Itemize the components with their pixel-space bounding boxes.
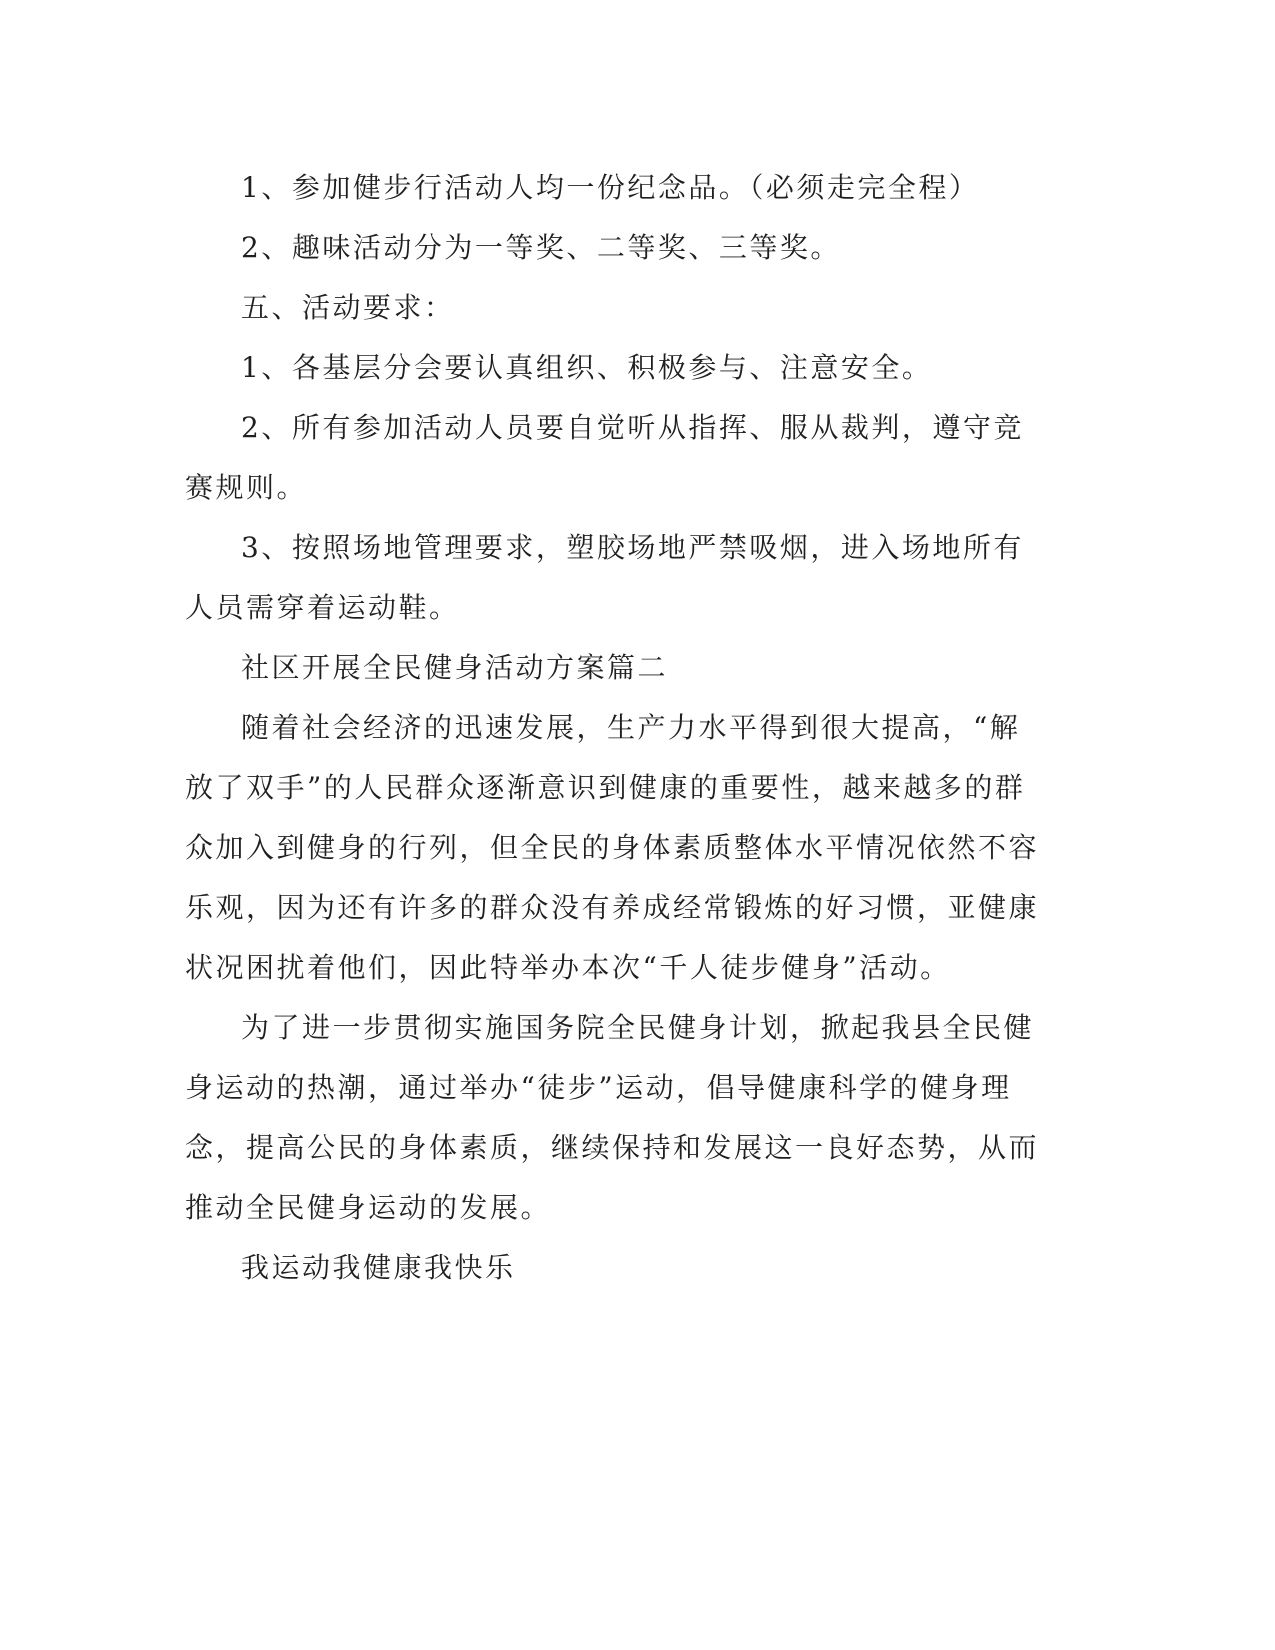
paragraph-requirement-3: 3、按照场地管理要求，塑胶场地严禁吸烟，进入场地所有人员需穿着运动鞋。 (185, 531, 1024, 624)
section-heading-requirements: 五、活动要求： (241, 291, 455, 324)
document-body (185, 158, 1045, 1298)
paragraph-prizes: 2、趣味活动分为一等奖、二等奖、三等奖。 (241, 231, 841, 264)
paragraph-requirement-1: 1、各基层分会要认真组织、积极参与、注意安全。 (241, 351, 933, 384)
paragraph-souvenir: 1、参加健步行活动人均一份纪念品。（必须走完全程） (241, 171, 980, 204)
paragraph-background: 随着社会经济的迅速发展，生产力水平得到很大提高，“解放了双手”的人民群众逐渐意识到健康的重要性，越来越多的群众加入到健身的行列，但全民的身体素质整体水平情况依然不容乐观，因为还有许多的群众没有养成经常锻炼的好习惯，亚健康状况困扰着他们，因此特举办本次“千人徒步健身”活动。 (185, 711, 1040, 984)
paragraph-slogan: 我运动我健康我快乐 (241, 1251, 516, 1284)
paragraph-purpose: 为了进一步贯彻实施国务院全民健身计划，掀起我县全民健身运动的热潮，通过举办“徒步”运动，倡导健康科学的健身理念，提高公民的身体素质，继续保持和发展这一良好态势，从而推动全民健身运动的发展。 (185, 1011, 1040, 1224)
section-title-plan-two: 社区开展全民健身活动方案篇二 (241, 651, 669, 684)
paragraph-requirement-2: 2、所有参加活动人员要自觉听从指挥、服从裁判，遵守竞赛规则。 (185, 411, 1024, 504)
